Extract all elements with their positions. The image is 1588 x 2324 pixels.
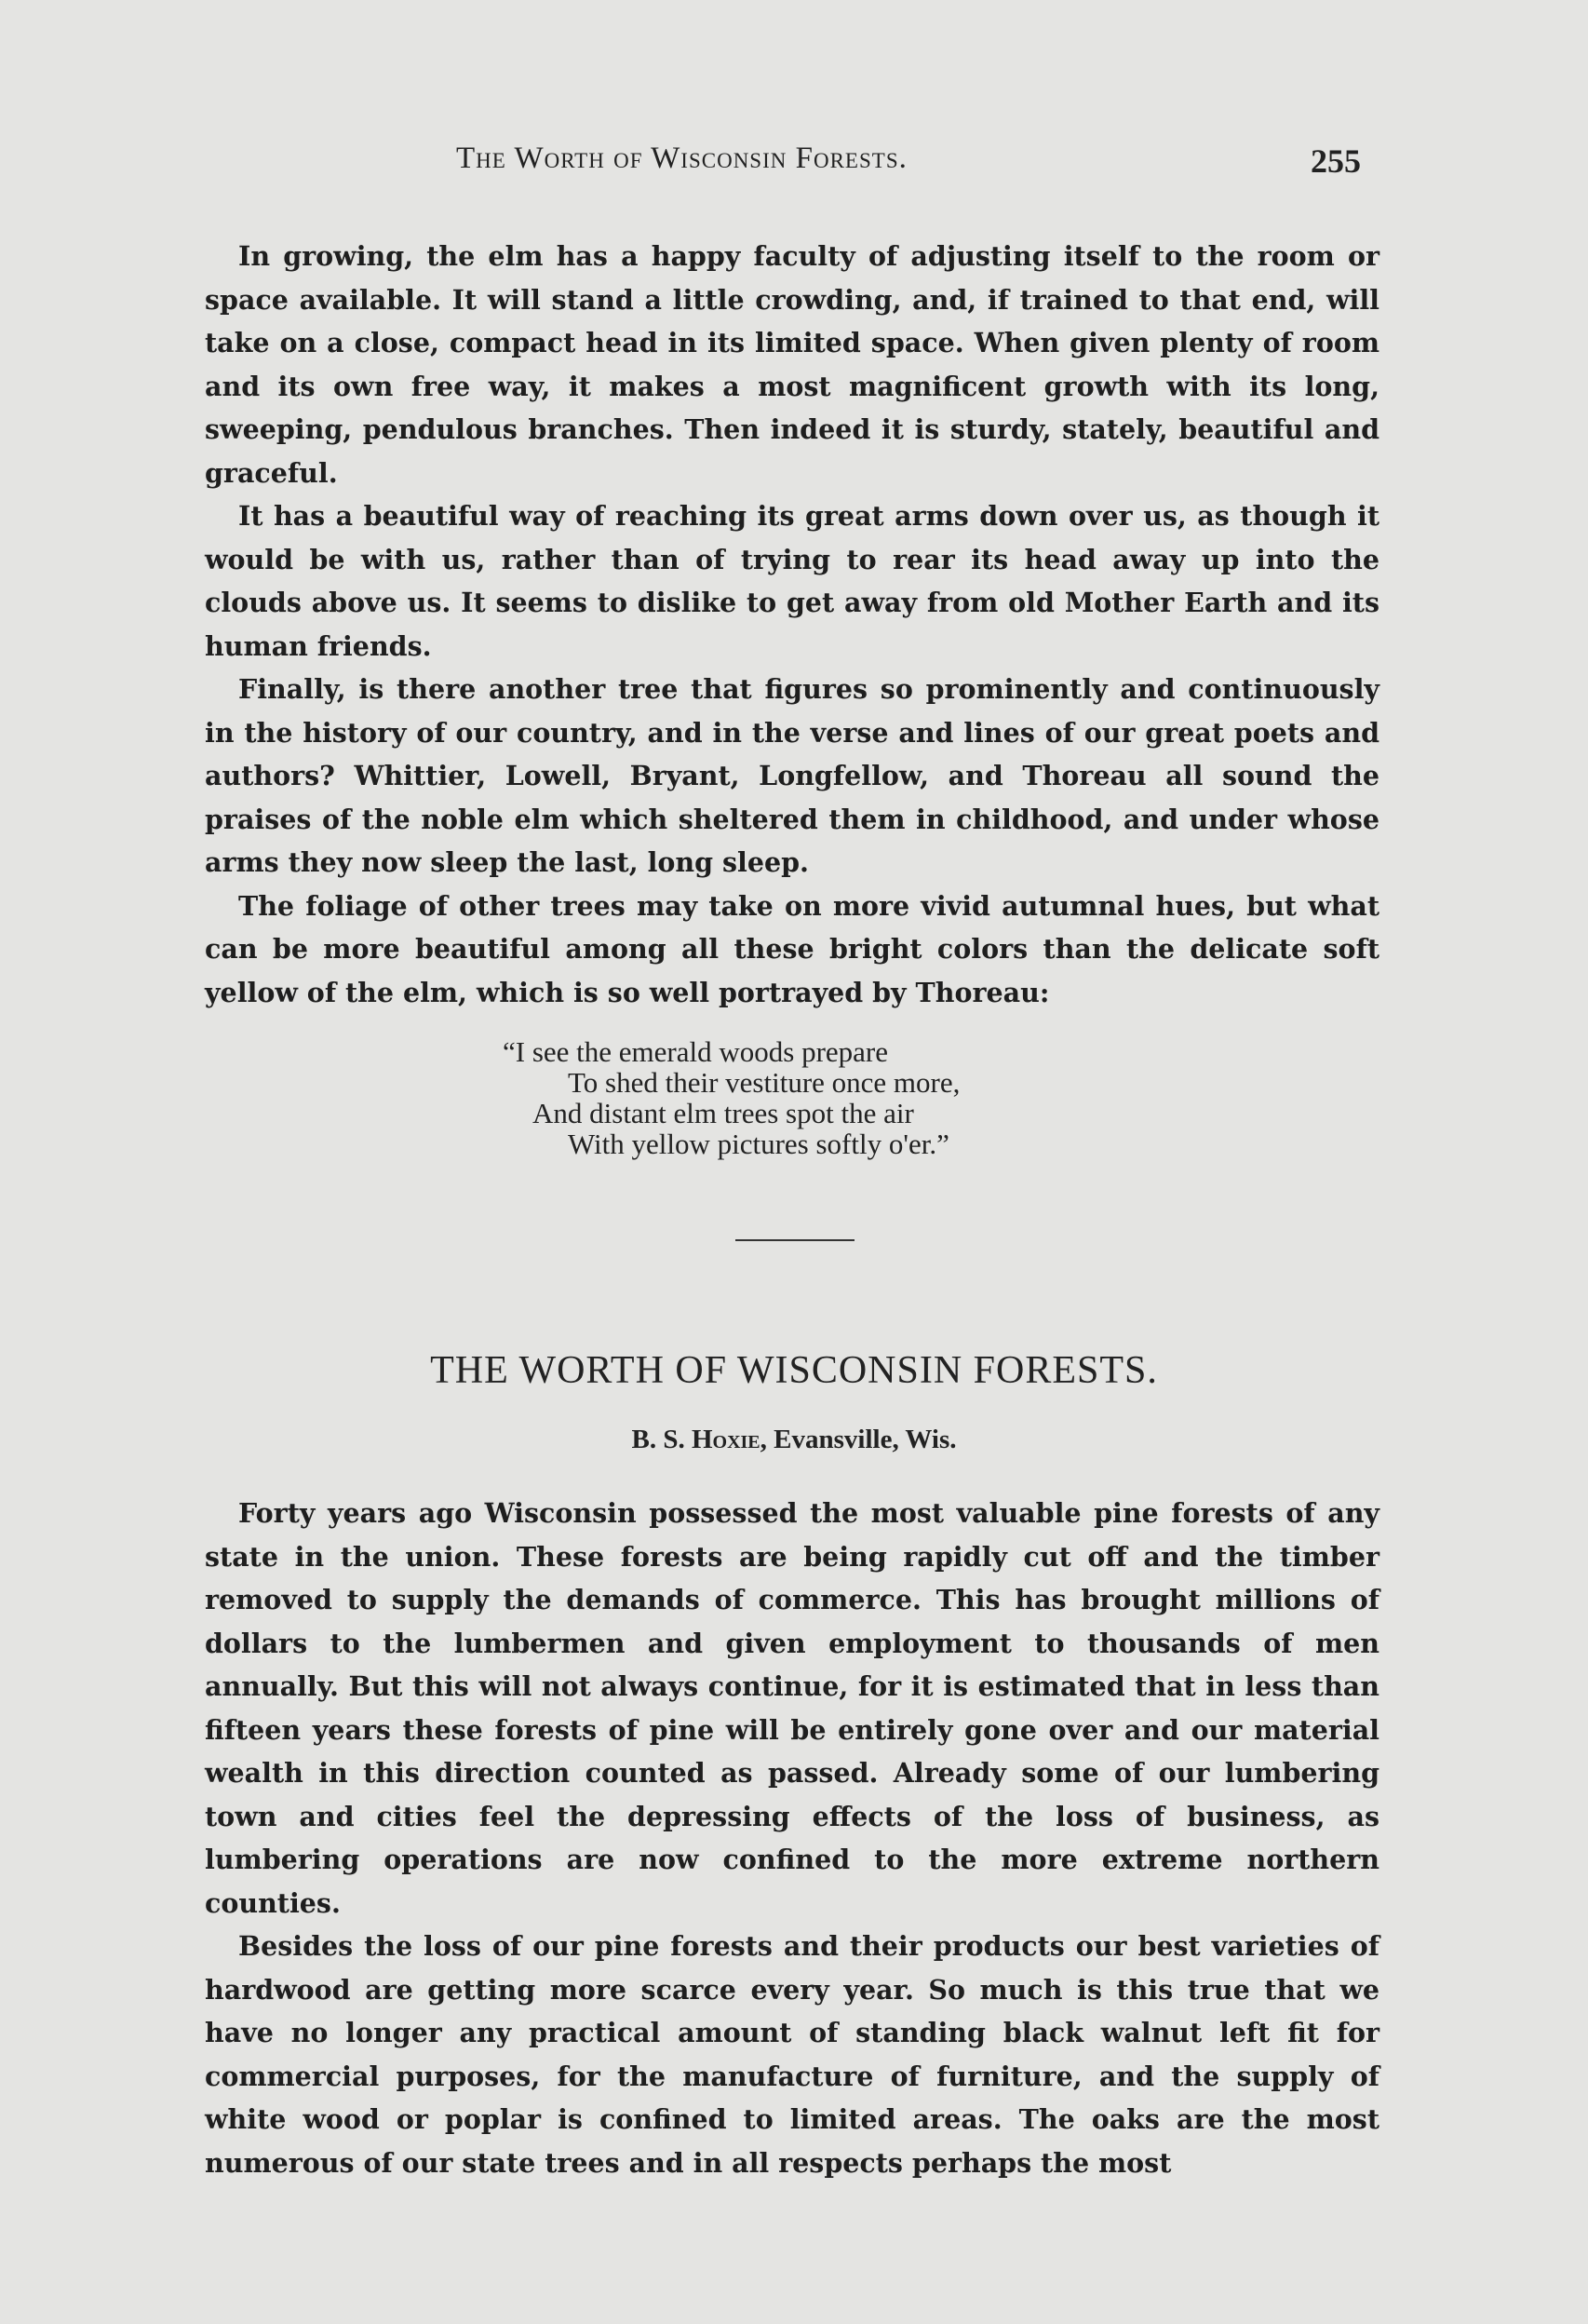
paragraph: In growing, the elm has a happy faculty of adjusting itself to the room or space available. It will stand a little crowding, and, if trained to that end, will take on a close, compact head in its limited space. When given plenty of room and its own free way, it makes a most magnificent growth with its long, sweeping, pendulous branches. Then indeed it is sturdy, stately, beautiful and graceful. [205,240,1379,489]
author-location: Evansville, Wis. [774,1425,957,1454]
poem-line: To shed their vestiture once more, [568,1066,961,1099]
article-title: THE WORTH OF WISCONSIN FORESTS. [430,1349,1158,1392]
paragraph: The foliage of other trees may take on more vivid autumnal hues, but what can be more beautiful among all these bright colors than the delicate soft yellow of the elm, which is so well portrayed by Thoreau: [205,889,1379,1008]
poem-quote [503,1036,960,1159]
page-number: 255 [1311,142,1361,180]
section-divider [735,1239,855,1241]
poem-line: With yellow pictures softly o'er.” [568,1128,949,1160]
paragraph: It has a beautiful way of reaching its great arms down over us, as though it would be with us, rather than of trying to rear its head away up into the clouds above us. It seems to dislike to get away from old Mother Earth and its human friends. [205,500,1379,662]
section-elm-text [205,235,1379,1014]
running-head: The Worth of Wisconsin Forests. [456,142,908,175]
poem-line: “I see the emerald woods prepare [503,1035,888,1068]
paragraph: Forty years ago Wisconsin possessed the most valuable pine forests of any state in the union. These forests are being rapidly cut off and the timber removed to supply the demands of commerce. This has brought millions of dollars to the lumbermen and given employment to thousands of men annually. But this will not always continue, for it is estimated that in less than fifteen years these forests of pine will be entirely gone over and our material wealth in this direction counted as passed. Already some of our lumbering town and cities feel the depressing effects of the loss of business, as lumbering operations are now confined to the more extreme northern counties. [205,1497,1379,1919]
paragraph: Finally, is there another tree that figures so prominently and continuously in the history of our country, and in the verse and lines of our great poets and authors? Whittier, Lowell, Bryant, Longfellow, and Thoreau all sound the praises of the noble elm which sheltered them in childhood, and under whose arms they now sleep the last, long sleep. [205,673,1379,878]
paragraph: Besides the loss of our pine forests and their products our best varieties of hardwood are getting more scarce every year. So much is this true that we have no longer any practical amount of standing black walnut left fit for commercial purposes, for the manufacture of furniture, and the supply of white wood or poplar is confined to limited areas. The oaks are the most numerous of our state trees and in all respects perhaps the most [205,1930,1379,2179]
byline: B. S. Hoxie, Evansville, Wis. [631,1425,957,1454]
poem-line: And distant elm trees spot the air [532,1097,914,1129]
author-name: B. S. Hoxie [631,1425,760,1454]
article-body [205,1492,1379,2184]
